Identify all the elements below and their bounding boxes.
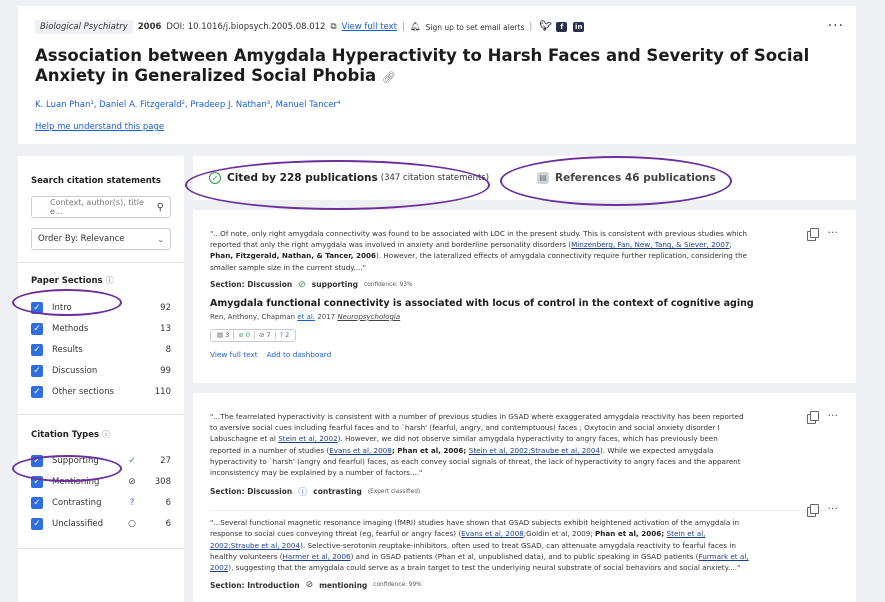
paper-title (35, 46, 825, 88)
section-info (210, 580, 838, 590)
quote-text: "...The fearrelated hyperactivity is consistent with a number of previous studies in GSAD where exaggerated amygdala reactivity has been reported to aversive social cues including fearful faces and to `harsh' (fearful, angry, and contemptuous) faces ; Oxytocin and social anxiety disorder I Labuschagne et al (210, 412, 744, 444)
citation-type-icon: ⊘ (128, 476, 136, 487)
quote-text: "...Of note, only right amygdala connectivity was found to be associated with LOC in the present study. This is consistent with previous studies which reported that only the right amygdala was involved in anxiety and borderline personality disorders ( (210, 229, 748, 250)
publication-meta (210, 313, 838, 321)
section-info (210, 485, 838, 498)
contrasting-icon: ⓘ (298, 488, 308, 499)
filter-count: 6 (165, 518, 171, 529)
search-title: Search citation statements (31, 176, 161, 186)
checkbox[interactable]: ✓ (31, 476, 43, 488)
chat-check-icon: ✓ (209, 172, 221, 184)
citation-card (193, 393, 856, 602)
journal-name[interactable]: Biological Psychiatry (35, 20, 133, 34)
tabs-bar (193, 156, 856, 200)
divider (18, 414, 184, 415)
paper-section-filter[interactable] (31, 381, 171, 402)
add-to-dashboard-link[interactable]: Add to dashboard (266, 349, 332, 359)
view-full-text-link[interactable]: View full text (341, 22, 397, 32)
publication-year: 2017 (315, 312, 338, 321)
paper-section-filter[interactable] (31, 339, 171, 360)
badge-contrasting: ? 2 (275, 331, 294, 339)
citation-type: mentioning (319, 580, 368, 590)
quote-text: ) and in GSAD patients (Phan et al, unpublished data), and to public speaking in GSAD patients ( (350, 551, 699, 561)
card-tools (807, 226, 839, 241)
reference-link[interactable]: Furmark et al, 2002 (210, 551, 749, 573)
filter-count: 308 (154, 476, 171, 487)
citation-type-icon: ○ (128, 518, 136, 529)
filter-label: Other sections (52, 386, 114, 397)
citation-quote (210, 517, 750, 573)
reference-link[interactable]: Stein et al, 2002;Straube et al, 2004 (210, 529, 706, 550)
publication-journal[interactable]: Neuropsychologia (337, 312, 401, 321)
citation-type-filter[interactable] (31, 471, 171, 492)
paper-section-filter[interactable] (31, 318, 171, 339)
paper-sections-label: Paper Sections (31, 276, 103, 286)
quote-text: ). However, the lateralized effects of amygdala connectivity require further replication, considering the smaller sample size in the current study...." (210, 251, 747, 272)
publication-year: 2006 (137, 22, 162, 32)
help-link[interactable]: Help me understand this page (35, 122, 165, 132)
reference-link[interactable]: Evans et al, 2008 (461, 529, 524, 539)
order-by-value: Order By: Relevance (38, 234, 125, 244)
search-input[interactable] (31, 196, 171, 218)
reference-link[interactable]: Harmer et al, 2006 (282, 551, 351, 561)
filter-count: 99 (160, 365, 171, 376)
doi: DOI: 10.1016/j.biopsych.2005.08.012 (166, 22, 326, 32)
confidence-label: (Expert classified) (367, 488, 421, 495)
search-icon[interactable]: ⚲ (156, 201, 164, 213)
tab-cited-by-label: Cited by 228 publications (227, 172, 378, 184)
citation-quote (210, 411, 750, 478)
checkbox[interactable]: ✓ (31, 302, 43, 314)
filter-count: 8 (165, 344, 171, 355)
citation-quote (210, 228, 750, 273)
quote-text: ; (729, 240, 732, 250)
linkedin-icon[interactable]: in (575, 23, 583, 31)
paper-header (18, 6, 856, 144)
publication-title[interactable]: Amygdala functional connectivity is associated with locus of control in the context of cognitive aging (210, 297, 754, 309)
paper-meta (35, 20, 839, 34)
share-icons (539, 22, 584, 32)
confidence-label: confidence: 99% (373, 582, 422, 589)
citation-types-label: Citation Types (31, 430, 100, 440)
search-placeholder: Context, author(s), title e... (50, 198, 144, 216)
paper-section-filter[interactable] (31, 297, 171, 318)
card-actions (210, 350, 838, 359)
checkbox[interactable]: ✓ (31, 344, 43, 356)
more-options-icon[interactable]: ··· (827, 502, 838, 515)
email-alert-link[interactable]: Sign up to set email alerts (425, 22, 525, 32)
citation-types-list (31, 450, 171, 534)
mentioning-icon: ⊘ (305, 580, 314, 591)
filter-label: Mentioning (52, 476, 100, 487)
filter-label: Discussion (52, 365, 98, 376)
checkbox[interactable]: ✓ (31, 497, 43, 509)
facebook-icon[interactable]: f (556, 22, 567, 32)
order-by-select[interactable] (31, 228, 171, 250)
badge-publications: ▤ 3 (217, 331, 230, 340)
copy-icon[interactable] (807, 414, 816, 424)
separator: | (529, 22, 533, 32)
target-reference: Phan, Fitzgerald, Nathan, & Tancer, 2006 (210, 251, 377, 261)
filter-count: 6 (165, 497, 171, 508)
bell-icon: 🔔︎ (409, 22, 421, 32)
copy-icon[interactable] (807, 507, 816, 517)
filter-label: Contrasting (52, 497, 102, 508)
divider (210, 510, 838, 511)
filter-count: 13 (160, 323, 171, 334)
badge-supporting: ⊘ 0 (233, 331, 254, 339)
confidence-label: confidence: 93% (364, 281, 413, 288)
filter-label: Methods (52, 323, 89, 334)
filter-count: 92 (160, 302, 171, 313)
quote-text: "...Several functional magnetic resonance imaging (fMRI) studies have shown that GSAD subjects exhibit heightened activation of the amygdala in response to social cues conveying threat (eg, fearful or angry faces) ( (210, 518, 740, 539)
section-label: Section: Introduction (210, 580, 300, 590)
filter-label: Supporting (52, 455, 99, 466)
checkbox[interactable]: ✓ (31, 455, 43, 467)
tab-references-label: References 46 publications (555, 172, 716, 184)
card-tools (807, 502, 839, 517)
quote-text: ;Goldin et al, 2009; (523, 529, 595, 539)
separator: | (402, 22, 405, 32)
sidebar (18, 156, 184, 602)
reference-link[interactable]: Stein et al, 2002;Straube et al, 2004 (468, 445, 600, 455)
section-label: Section: Discussion (210, 487, 293, 497)
reference-link[interactable]: Evans et al, 2008 (329, 445, 392, 455)
document-icon: ▤ (537, 172, 549, 184)
paper-sections-title (31, 275, 171, 286)
filter-count: 27 (160, 455, 171, 466)
citation-type-filter[interactable] (31, 513, 171, 534)
card-tools (807, 409, 839, 424)
divider (18, 262, 184, 263)
quote-text: ). However, we did not observe similar amygdala hyperactivity to angry faces, which has previously been reported in a number of studies ( (210, 434, 718, 455)
target-reference: Phan et al, 2006; (595, 529, 667, 539)
filter-label: Results (52, 344, 83, 355)
checkbox[interactable]: ✓ (31, 518, 43, 530)
more-options-icon[interactable]: ··· (827, 18, 844, 34)
checkbox[interactable]: ✓ (31, 323, 43, 335)
filter-label: Unclassified (52, 518, 104, 529)
info-icon[interactable]: ⓘ (105, 276, 114, 285)
quote-text: ), suggesting that the amygdala could serve as a brain target to test the underlying neural substrate of social behaviors and social anxiety...." (228, 563, 741, 573)
citation-type-icon: ? (129, 497, 135, 508)
author-list[interactable]: K. Luan Phan¹, Daniel A. Fitzgerald², Pradeep J. Nathan³, Manuel Tancer⁴ (35, 100, 341, 110)
citation-type-icon: ✓ (128, 455, 136, 466)
reference-link[interactable]: Minzenberg, Fan, New, Tang, & Siever, 2007 (571, 240, 730, 250)
checkbox[interactable]: ✓ (31, 365, 43, 377)
tab-cited-by-sub: (347 citation statements) (380, 173, 490, 183)
target-reference: ; Phan et al, 2006; (391, 445, 469, 455)
tab-references[interactable] (537, 156, 716, 200)
paper-sections-list (31, 297, 171, 402)
citation-type: contrasting (313, 487, 362, 497)
section-label: Section: Discussion (210, 280, 293, 290)
copy-icon[interactable]: ⧉ (330, 22, 337, 32)
view-full-text-link[interactable]: View full text (210, 349, 258, 359)
citation-type-filter[interactable] (31, 450, 171, 471)
citation-type: supporting (311, 280, 359, 290)
copy-icon[interactable] (807, 231, 816, 241)
filter-label: Intro (52, 302, 72, 313)
badge-mentioning: ⊘ 7 (254, 331, 275, 339)
et-al-link[interactable]: et al. (297, 312, 316, 321)
info-icon[interactable]: ⓘ (102, 430, 110, 439)
paper-title-text: Association between Amygdala Hyperactivity to Harsh Faces and Severity of Social Anxiety in Generalized Social Phobia (35, 46, 810, 85)
citation-types-title (31, 429, 171, 440)
quote-text: ). Selective-serotonin reuptake-inhibitors, often used to treat GSAD, can attenuate amygdala reactivity to fearful faces in healthy volunteers ( (210, 540, 736, 561)
citation-card (193, 210, 856, 383)
citation-badges[interactable] (210, 329, 296, 342)
filter-count: 110 (154, 386, 171, 397)
quote-text: ). While we expected amygdala hyperactivity to `harsh' (angry and fearful) faces, as each convey social signals of threat, the lack of hyperactivity to angry faces and the apparent inconsistency may be explained by a number of factors...." (210, 445, 741, 478)
reference-link[interactable]: Stein et al, 2002 (278, 434, 338, 444)
publication-authors: Ren, Anthony, Chapman (210, 312, 298, 321)
tab-cited-by[interactable] (209, 156, 489, 200)
citation-type-filter[interactable] (31, 492, 171, 513)
divider (18, 548, 184, 549)
supporting-icon: ⊘ (298, 279, 306, 290)
section-info (210, 280, 838, 290)
more-options-icon[interactable]: ··· (827, 226, 838, 239)
checkbox[interactable]: ✓ (31, 386, 43, 398)
chevron-down-icon: ⌄ (157, 234, 164, 244)
more-options-icon[interactable]: ··· (827, 409, 838, 422)
twitter-icon[interactable]: 🐦︎ (539, 21, 552, 32)
link-icon[interactable]: 🔗︎ (381, 71, 396, 84)
paper-section-filter[interactable] (31, 360, 171, 381)
